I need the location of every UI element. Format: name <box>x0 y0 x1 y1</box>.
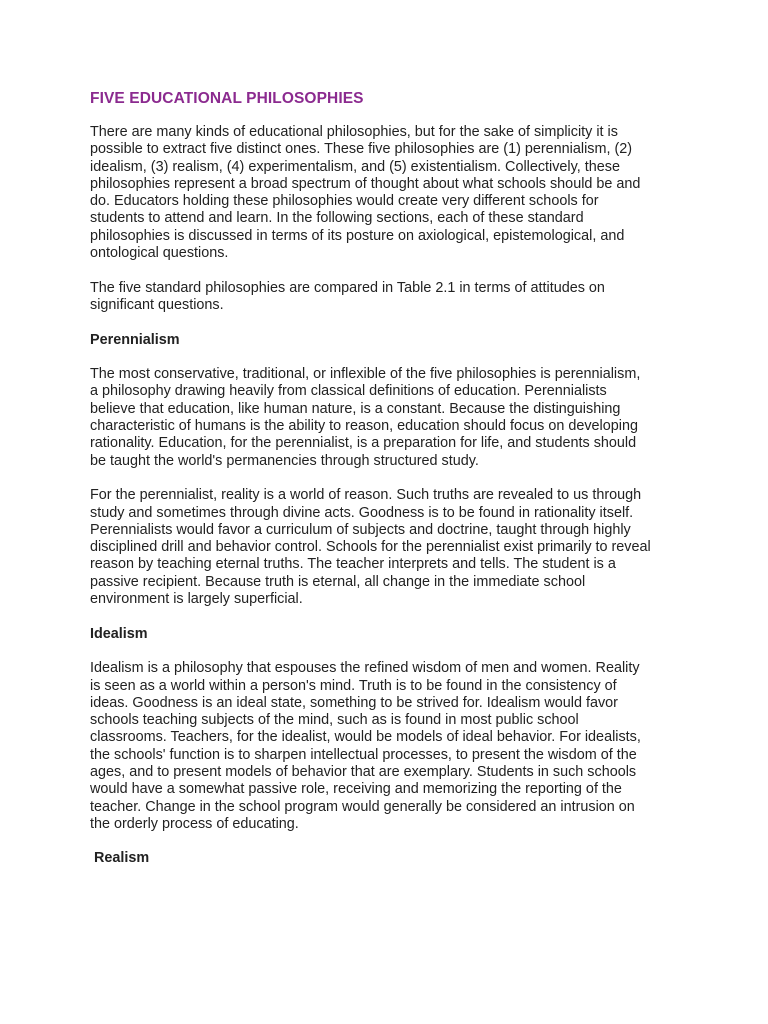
section-heading-realism: Realism <box>94 850 150 867</box>
perennialism-paragraph-2: For the perennialist, reality is a world of reason. Such truths are revealed to us through study and sometimes through divine acts. Goodness is to be found in rationality itself. Perennialists would favor a curriculum of subjects and doctrine, taught through highly disciplined drill and behavior control. Schools for the perennialist exist primarily to reveal reason by teaching eternal truths. The teacher interprets and tells. The student is a passive recipient. Because truth is eternal, all change in the immediate school environment is largely superficial. <box>90 487 651 608</box>
document-title: FIVE EDUCATIONAL PHILOSOPHIES <box>90 90 364 107</box>
document-page <box>90 88 690 885</box>
perennialism-paragraph-1: The most conservative, traditional, or inflexible of the five philosophies is perennialism, a philosophy drawing heavily from classical definitions of education. Perennialists believe that education, like human nature, is a constant. Because the distinguishing characteristic of humans is the ability to reason, education should focus on developing rationality. Education, for the perennialist, is a preparation for life, and students should be taught the world's permanencies through structured study. <box>90 366 641 469</box>
idealism-paragraph-1: Idealism is a philosophy that espouses the refined wisdom of men and women. Reality is seen as a world within a person's mind. Truth is to be found in the consistency of ideas. Goodness is an ideal state, something to be strived for. Idealism would favor schools teaching subjects of the mind, such as is found in most public school classrooms. Teachers, for the idealist, would be models of ideal behavior. For idealists, the schools' function is to sharpen intellectual processes, to present the wisdom of the ages, and to present models of behavior that are exemplary. Students in such schools would have a somewhat passive role, receiving and memorizing the reporting of the teacher. Change in the school program would generally be considered an intrusion on the orderly process of educating. <box>90 660 641 832</box>
intro-paragraph-1: There are many kinds of educational philosophies, but for the sake of simplicity it is possible to extract five distinct ones. These five philosophies are (1) perennialism, (2) idealism, (3) realism, (4) experimentalism, and (5) existentialism. Collectively, these philosophies represent a broad spectrum of thought about what schools should be and do. Educators holding these philosophies would create very different schools for students to attend and learn. In the following sections, each of these standard philosophies is discussed in terms of its posture on axiological, epistemological, and ontological questions. <box>90 124 641 262</box>
section-heading-perennialism: Perennialism <box>90 331 180 348</box>
section-heading-idealism: Idealism <box>90 625 148 642</box>
intro-paragraph-2: The five standard philosophies are compared in Table 2.1 in terms of attitudes on significant questions. <box>90 279 605 313</box>
